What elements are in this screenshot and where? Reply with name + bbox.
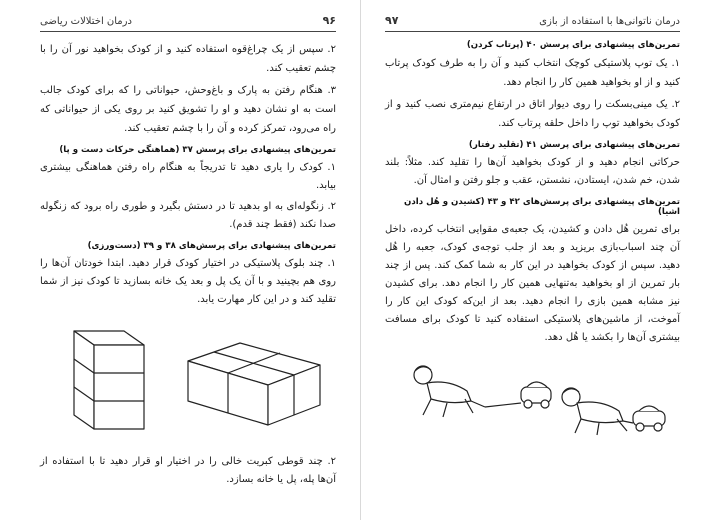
blocks-illustration	[40, 321, 336, 439]
section-40-heading: تمرین‌های پیشنهادی برای پرسش ۴۰ (پرتاب کردن)	[466, 40, 680, 50]
right-page	[360, 0, 720, 520]
right-running-head	[385, 14, 680, 32]
section-38-item-2: ۲. چند قوطی کبریت خالی را در اختیار او قرار دهید تا با استفاده از آن‌ها پله، پل یا خانه بسازد.	[40, 456, 336, 485]
flat-blocks-figure	[180, 321, 330, 439]
child-pulling-car-figure	[401, 357, 681, 437]
section-40-item-2: ۲. یک مینی‌بسکت را روی دیوار اتاق در ارتفاع نیم‌متری نصب کنید و از کودک بخواهید توپ را داخل حلقه پرتاب کند.	[385, 99, 680, 129]
left-running-head	[40, 14, 336, 32]
section-38-item-1: ۱. چند بلوک پلاستیکی در اختیار کودک قرار دهید. ابتدا خودتان آن‌ها را روی هم بچینید و با آن یک پل و بعد یک خانه بسازید تا کودک نیز از شما تقلید کند و در این کار مهارت یابد.	[40, 258, 336, 305]
section-42-text: برای تمرین هُل دادن و کشیدن، یک جعبه‌ی مقوایی انتخاب کرده، داخل آن چند اسباب‌بازی بریزید و بعد از جلب توجه‌ی کودک، جعبه را هُل دهید. سپس از کودک بخواهید در این کار به شما کمک کند. پس از چند بار تمرین از او بخواهید به‌تنهایی همین کار را انجام دهد. برای کشیدن نیز مشابه همین بازی را انجام دهید. بعد از این‌که کودک این کار را آموخت، از ماشین‌های پلاستیکی استفاده کنید تا کودک برای مسافت بیشتری آن‌ها را بکشد یا هُل دهد.	[385, 224, 680, 343]
right-page-number: ۹۷	[385, 14, 399, 27]
section-41-text: حرکاتی انجام دهید و از کودک بخواهید آن‌ها را تقلید کند. مثلاً: بلند شدن، خم شدن، ایستادن، نشستن، عقب و جلو رفتن و امثال آن.	[385, 157, 680, 186]
left-para-2: ۳. هنگام رفتن به پارک و باغ‌وحش، حیواناتی را که برای کودک جالب است به او نشان دهید و او را تشویق کنید بر روی یکی از حیواناتی که راه می‌رود، تمرکز کرده و آن را با چشم تعقیب کند.	[40, 85, 336, 134]
section-40-item-1: ۱. یک توپ پلاستیکی کوچک انتخاب کنید و آن را به طرف کودک پرتاب کنید و از او بخواهید همین کار را انجام دهد.	[385, 58, 680, 88]
section-37-item-2: ۲. زنگوله‌ای به او بدهید تا در دستش بگیرد و طوری راه برود که زنگوله صدا نکند (فقط چند قدم).	[40, 201, 336, 230]
section-42-heading: تمرین‌های پیشنهادی برای پرسش‌های ۴۲ و ۴۳ (کشیدن و هُل دادن اشیا)	[404, 197, 680, 217]
left-para-1: ۲. سپس از یک چراغ‌قوه استفاده کنید و از کودک بخواهید نور آن را با چشم تعقیب کند.	[40, 44, 336, 74]
section-41-heading: تمرین‌های پیشنهادی برای پرسش ۴۱ (تقلید رفتار)	[468, 140, 680, 150]
stacked-blocks-figure	[52, 321, 172, 439]
children-pulling-toys-illustration	[385, 357, 680, 437]
section-37-heading: تمرین‌های پیشنهادی برای پرسش ۳۷ (هماهنگی حرکات دست و پا)	[59, 145, 336, 155]
section-38-heading: تمرین‌های پیشنهادی برای پرسش‌های ۳۸ و ۳۹ (دست‌ورزی)	[87, 241, 336, 251]
section-37-item-1: ۱. کودک را یاری دهید تا تدریجاً به هنگام راه رفتن هماهنگی بیشتری بیابد.	[40, 162, 336, 191]
right-running-title: درمان ناتوانی‌ها با استفاده از بازی	[539, 16, 680, 27]
left-page-number: ۹۶	[322, 14, 336, 27]
left-running-title: درمان اختلالات ریاضی	[40, 16, 132, 27]
